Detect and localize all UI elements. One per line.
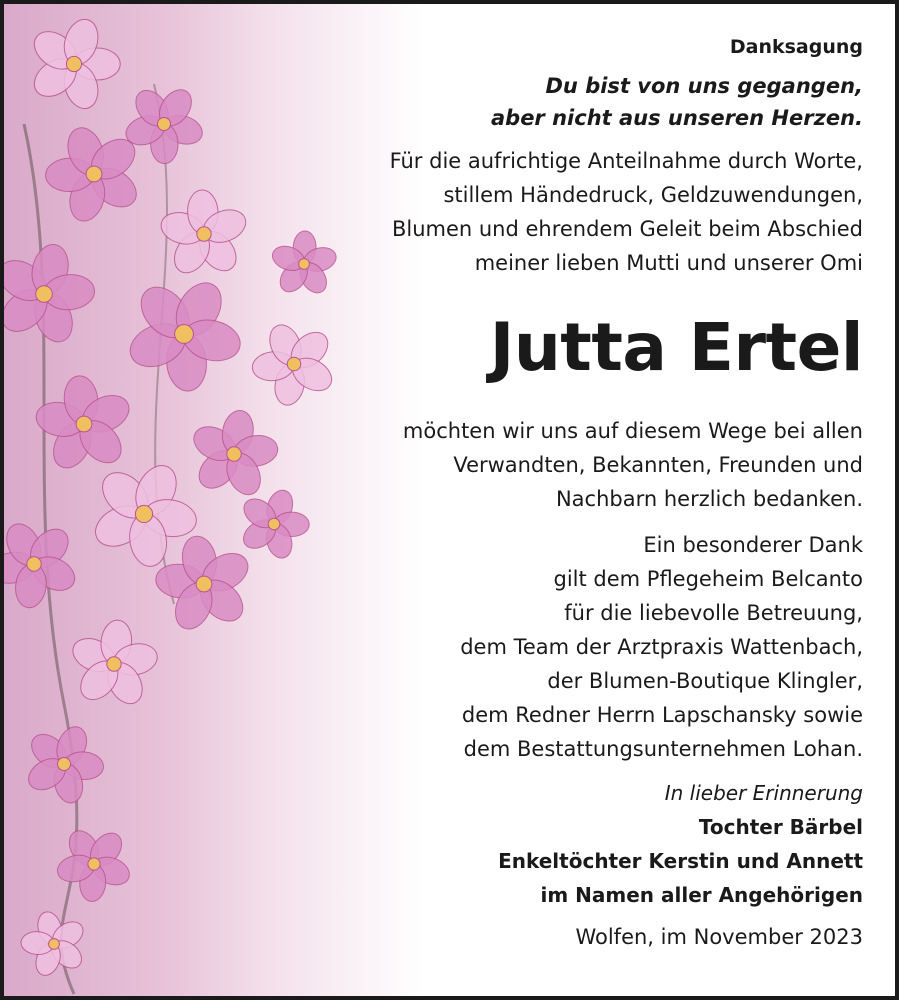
flower-center-icon [76, 416, 92, 432]
thanks-paragraph [303, 414, 863, 516]
notice-text [303, 36, 863, 954]
orchid-flower-icon [23, 722, 105, 805]
memory-line: In lieber Erinnerung [664, 781, 863, 805]
flower-center-icon [197, 227, 211, 241]
orchid-flower-icon [68, 619, 161, 710]
orchid-flower-icon [154, 533, 255, 635]
orchid-flower-icon [20, 909, 87, 979]
flower-center-icon [58, 758, 71, 771]
intro-line: Für die aufrichtige Anteilnahme durch Worte, [389, 149, 863, 173]
signatory: im Namen aller Angehörigen [540, 883, 863, 907]
thanks-line: möchten wir uns auf diesem Wege bei allen [402, 419, 863, 443]
flower-center-icon [88, 858, 100, 870]
deceased-name: Jutta Ertel [489, 309, 863, 386]
motto-line: aber nicht aus unseren Herzen. [490, 106, 863, 130]
orchid-flower-icon [4, 518, 80, 610]
flower-center-icon [196, 576, 212, 592]
intro-line: Blumen und ehrendem Geleit beim Abschied [391, 217, 863, 241]
motto-line: Du bist von uns gegangen, [545, 74, 863, 98]
special-thanks-line: Ein besonderer Dank [643, 533, 863, 557]
flower-center-icon [27, 557, 41, 571]
thanks-line: Verwandten, Bekannten, Freunden und [453, 453, 863, 477]
orchid-flower-icon [124, 275, 245, 393]
special-thanks-line: dem Redner Herrn Lapschansky sowie [461, 703, 863, 727]
place-date: Wolfen, im November 2023 [575, 925, 863, 949]
signatory: Enkeltöchter Kerstin und Annett [498, 849, 863, 873]
flower-center-icon [268, 518, 280, 530]
signatory: Tochter Bärbel [698, 815, 863, 839]
flower-center-icon [227, 447, 241, 461]
motto [303, 70, 863, 134]
orchid-flower-icon [27, 15, 120, 113]
intro-paragraph [303, 144, 863, 280]
flower-center-icon [135, 505, 152, 522]
orchid-flower-icon [33, 374, 135, 475]
flower-center-icon [107, 657, 121, 671]
intro-line: stillem Händedruck, Geldzuwendungen, [443, 183, 863, 207]
orchid-flower-icon [158, 189, 251, 279]
flower-center-icon [49, 939, 60, 950]
flower-center-icon [158, 118, 171, 131]
thanks-line: Nachbarn herzlich bedanken. [555, 487, 863, 511]
flower-center-icon [287, 357, 301, 371]
flower-center-icon [175, 325, 194, 344]
intro-line: meiner lieben Mutti und unserer Omi [474, 251, 863, 275]
special-thanks-line: dem Bestattungsunternehmen Lohan. [463, 737, 863, 761]
signatories [303, 810, 863, 912]
special-thanks-line: für die liebevolle Betreuung, [564, 601, 863, 625]
orchid-flower-icon [55, 825, 134, 902]
special-thanks-line: dem Team der Arztpraxis Wattenbach, [460, 635, 863, 659]
orchid-flower-icon [4, 241, 96, 348]
flower-center-icon [86, 166, 102, 182]
special-thanks-paragraph [303, 528, 863, 766]
flower-center-icon [36, 286, 53, 303]
special-thanks-line: der Blumen-Boutique Klingler, [547, 669, 863, 693]
orchid-flower-icon [238, 487, 309, 561]
notice-heading: Danksagung [729, 36, 863, 58]
flower-center-icon [66, 56, 81, 71]
orchid-flower-icon [188, 408, 280, 500]
special-thanks-line: gilt dem Pflegeheim Belcanto [553, 567, 863, 591]
